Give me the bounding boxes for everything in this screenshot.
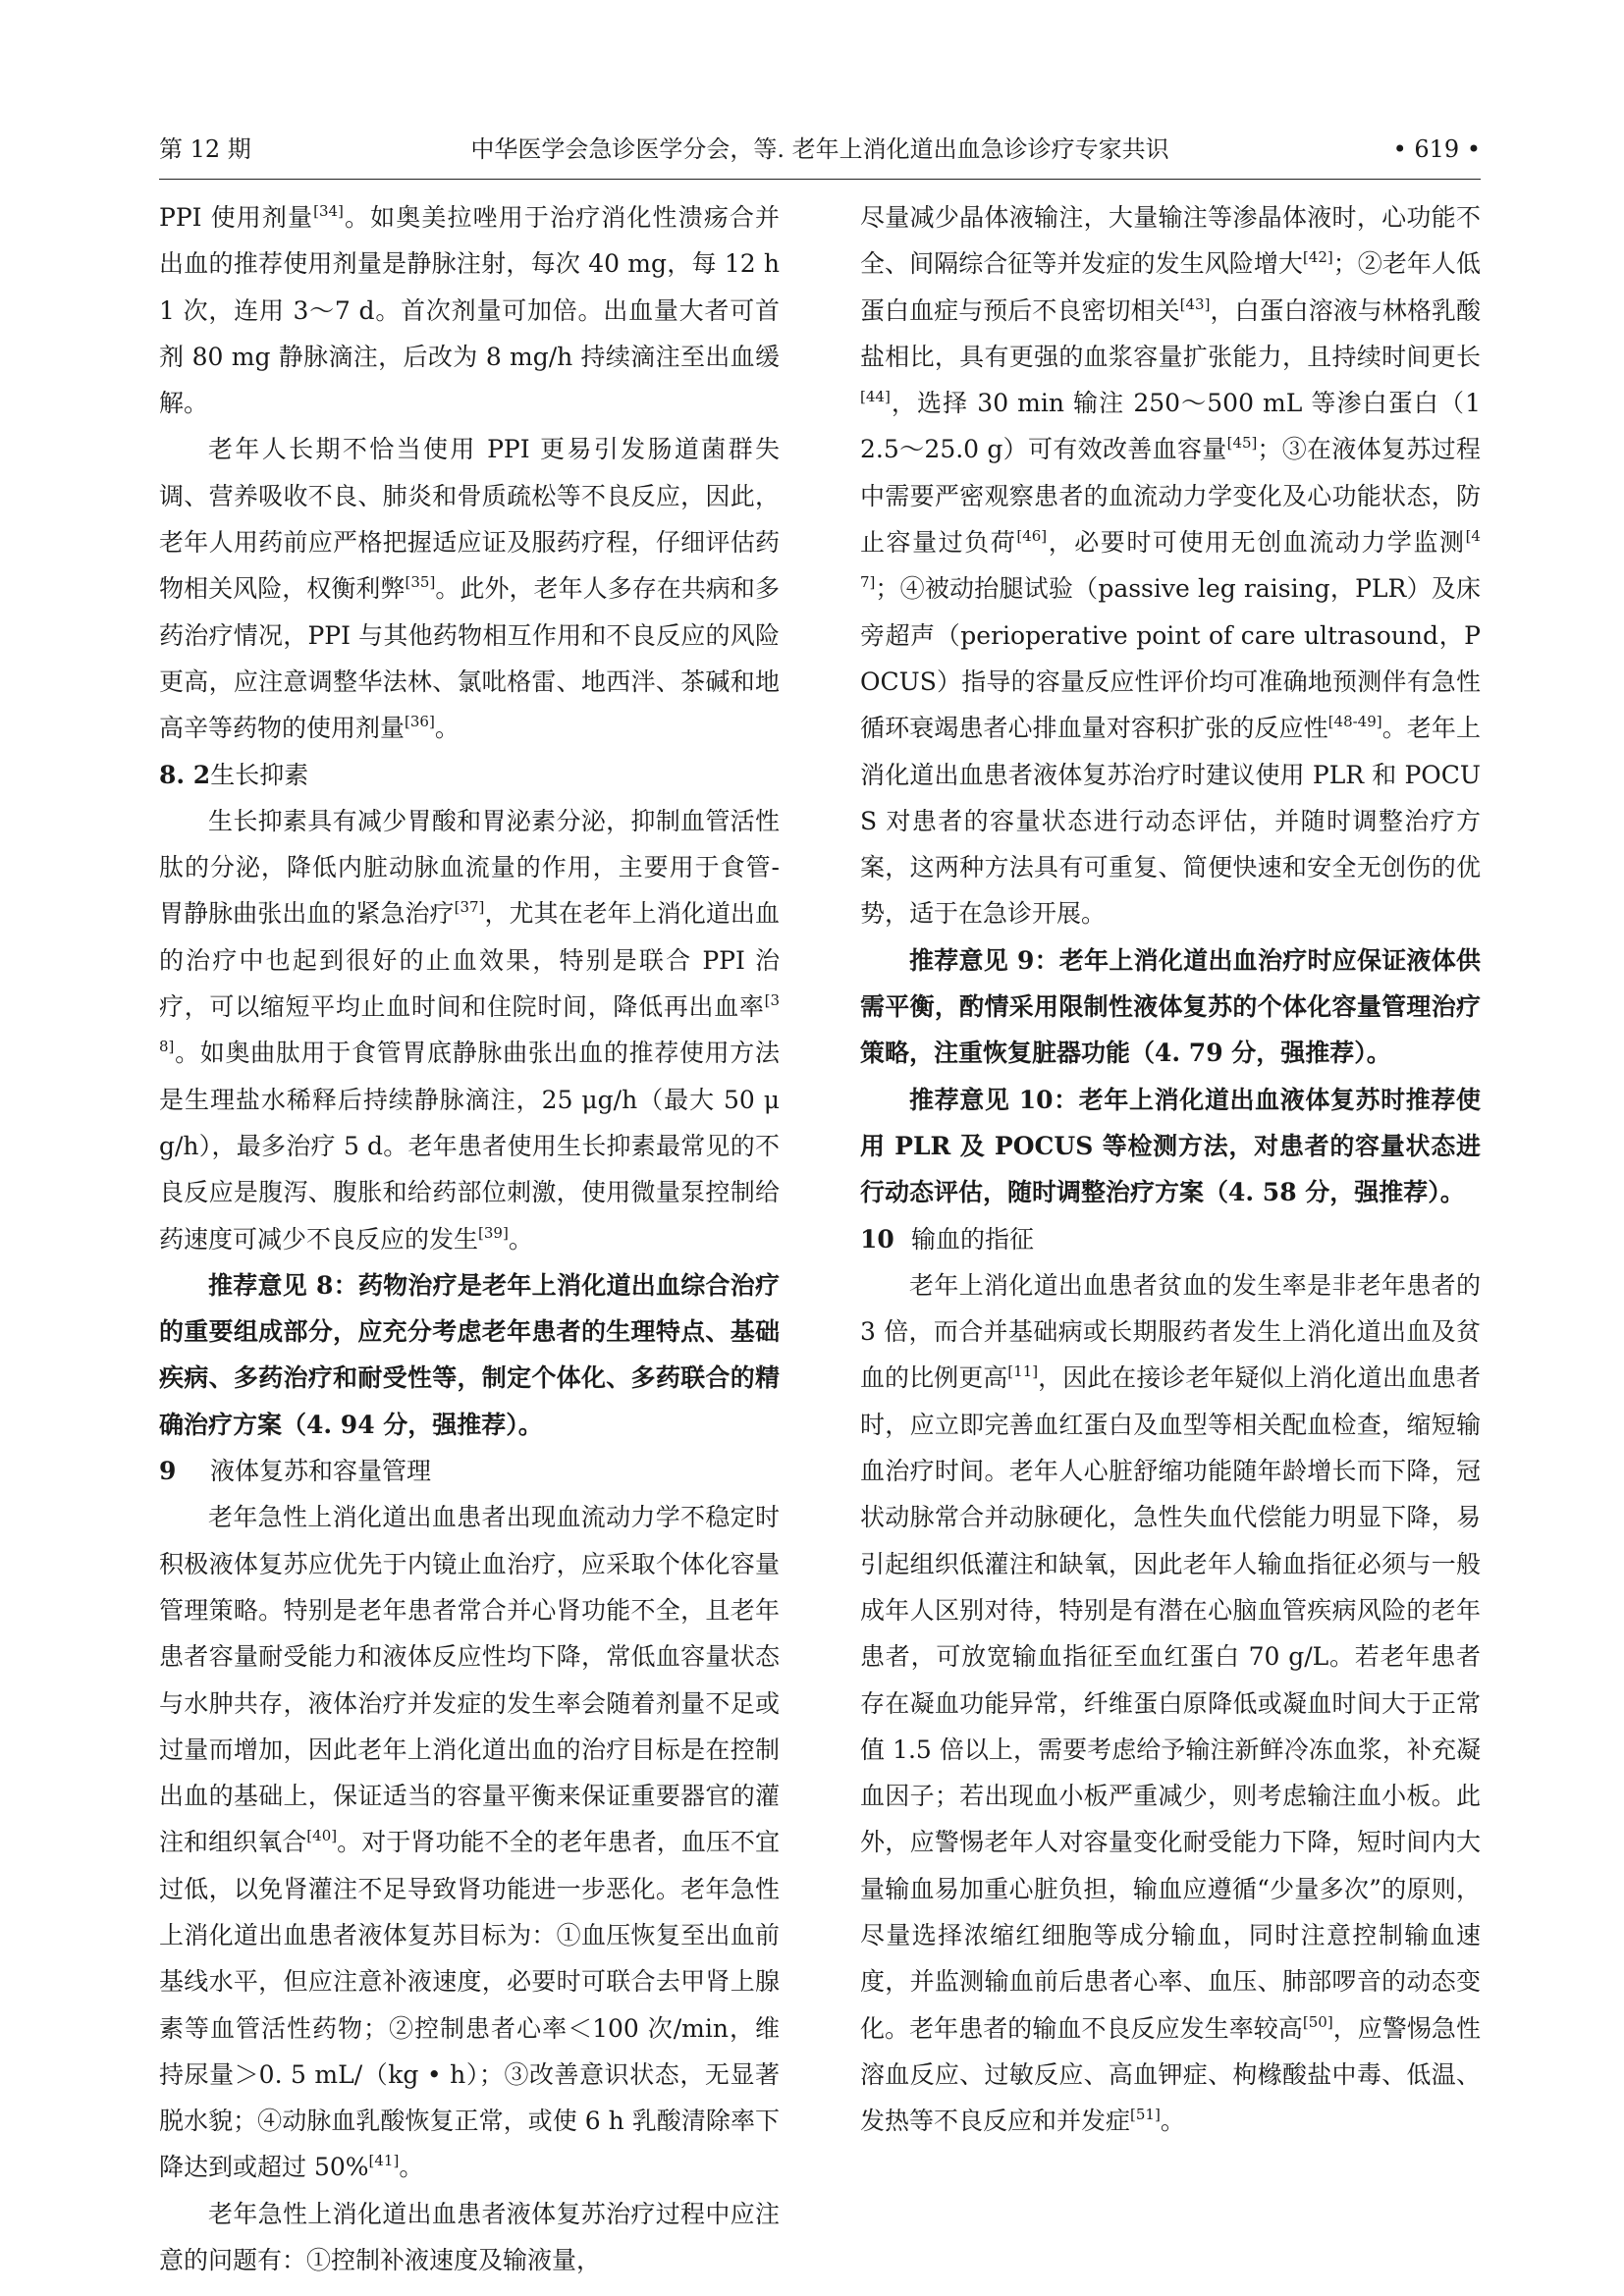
citation: [50] bbox=[1302, 2012, 1333, 2031]
header-rule bbox=[159, 179, 1481, 180]
section-heading-10: 10 输血的指征 bbox=[860, 1224, 1035, 1254]
citation: [37] bbox=[454, 898, 485, 917]
paragraph-fluid-precautions-cont: 尽量减少晶体液输注，大量输注等渗晶体液时，心功能不全、间隔综合征等并发症的发生风险增大[42]；②老年人低蛋白血症与预后不良密切相关[43]，白蛋白溶液与林格乳酸盐相比，具有更强的血浆容量扩张能力，且持续时间更长[44]，选择 30 min 输注 250～500 mL 等渗白蛋白（12.5～25.0 g）可有效改善血容量[45]；③在液体复苏过程中需要严密观察患者的血流动力学变化及心功能状态，防止容量过负荷[46]，必要时可使用无创血流动力学监测[47]；④被动抬腿试验（passive leg raising，PLR）及床旁超声（perioperative point of care ultrasound，POCUS）指导的容量反应性评价均可准确地预测伴有急性循环衰竭患者心排血量对容积扩张的反应性[48-49]。老年上消化道出血患者液体复苏治疗时建议使用 PLR 和 POCUS 对患者的容量状态进行动态评估，并随时调整治疗方案，这两种方法具有可重复、简便快速和安全无创伤的优势，适于在急诊开展。 bbox=[860, 203, 1481, 929]
citation: [35] bbox=[405, 573, 436, 592]
citation: [47] bbox=[860, 527, 1481, 592]
running-header bbox=[159, 130, 1481, 169]
paragraph-ppi-dosage: PPI 使用剂量[34]。如奥美拉唑用于治疗消化性溃疡合并出血的推荐使用剂量是静脉注射，每次 40 mg，每 12 h 1 次，连用 3～7 d。首次剂量可加倍。出血量大者可首剂 80 mg 静脉滴注，后改为 8 mg/h 持续滴注至出血缓解。 bbox=[159, 202, 780, 418]
paragraph-ppi-elderly: 老年人长期不恰当使用 PPI 更易引发肠道菌群失调、营养吸收不良、肺炎和骨质疏松等不良反应，因此，老年人用药前应严格把握适应证及服药疗程，仔细评估药物相关风险，权衡利弊[35]。此外，老年人多存在共病和多药治疗情况，PPI 与其他药物相互作用和不良反应的风险更高，应注意调整华法林、氯吡格雷、地西泮、茶碱和地高辛等药物的使用剂量[36]。 bbox=[159, 435, 780, 743]
section-heading-9: 9 液体复苏和容量管理 bbox=[159, 1457, 432, 1486]
left-column bbox=[159, 194, 780, 2283]
page-number: • 619 • bbox=[1392, 135, 1481, 163]
citation: [38] bbox=[159, 991, 780, 1056]
citation: [41] bbox=[368, 2152, 400, 2170]
citation: [36] bbox=[405, 713, 435, 731]
recommendation-8: 推荐意见 8：药物治疗是老年上消化道出血综合治疗的重要组成部分，应充分考虑老年患者的生理特点、基础疾病、多药治疗和耐受性等，制定个体化、多药联合的精确治疗方案（4. 94 分，强推荐）。 bbox=[159, 1270, 780, 1439]
citation: [42] bbox=[1302, 248, 1333, 267]
citation: [45] bbox=[1226, 434, 1258, 453]
paragraph-fluid-precautions: 老年急性上消化道出血患者液体复苏治疗过程中应注意的问题有：①控制补液速度及输液量， bbox=[159, 2199, 780, 2275]
recommendation-10: 推荐意见 10：老年上消化道出血液体复苏时推荐使用 PLR 及 POCUS 等检测方法，对患者的容量状态进行动态评估，随时调整治疗方案（4. 58 分，强推荐）。 bbox=[860, 1085, 1481, 1207]
citation: [51] bbox=[1130, 2106, 1161, 2124]
citation: [46] bbox=[1016, 527, 1048, 546]
paragraph-somatostatin: 生长抑素具有减少胃酸和胃泌素分泌，抑制血管活性肽的分泌，降低内脏动脉血流量的作用，主要用于食管-胃静脉曲张出血的紧急治疗[37]，尤其在老年上消化道出血的治疗中也起到很好的止血效果，特别是联合 PPI 治疗，可以缩短平均止血时间和住院时间，降低再出血率[38]。如奥曲肽用于食管胃底静脉曲张出血的推荐使用方法是生理盐水稀释后持续静脉滴注，25 μg/h（最大 50 μg/h），最多治疗 5 d。老年患者使用生长抑素最常见的不良反应是腹泻、腹胀和给药部位刺激，使用微量泵控制给药速度可减少不良反应的发生[39]。 bbox=[159, 806, 780, 1254]
section-heading-8-2: 8. 2生长抑素 bbox=[159, 760, 309, 789]
citation: [39] bbox=[478, 1223, 509, 1242]
citation: [11] bbox=[1007, 1362, 1039, 1381]
citation: [43] bbox=[1179, 294, 1211, 313]
right-column bbox=[860, 194, 1481, 2144]
paragraph-fluid-resuscitation: 老年急性上消化道出血患者出现血流动力学不稳定时积极液体复苏应优先于内镜止血治疗，应采取个体化容量管理策略。特别是老年患者常合并心肾功能不全，且老年患者容量耐受能力和液体反应性均下降，常低血容量状态与水肿共存，液体治疗并发症的发生率会随着剂量不足或过量而增加，因此老年上消化道出血的治疗目标是在控制出血的基础上，保证适当的容量平衡来保证重要器官的灌注和组织氧合[40]。对于肾功能不全的老年患者，血压不宜过低，以免肾灌注不足导致肾功能进一步恶化。老年急性上消化道出血患者液体复苏目标为：①血压恢复至出血前基线水平，但应注意补液速度，必要时可联合去甲肾上腺素等血管活性药物；②控制患者心率＜100 次/min，维持尿量＞0. 5 mL/（kg • h）；③改善意识状态，无显著脱水貌；④动脉血乳酸恢复正常，或使 6 h 乳酸清除率下降达到或超过 50%[41]。 bbox=[159, 1503, 780, 2182]
citation: [48-49] bbox=[1327, 713, 1382, 731]
issue-number: 第 12 期 bbox=[159, 135, 251, 163]
paragraph-transfusion: 老年上消化道出血患者贫血的发生率是非老年患者的 3 倍，而合并基础病或长期服药者发生上消化道出血及贫血的比例更高[11]，因此在接诊老年疑似上消化道出血患者时，应立即完善血红蛋白及血型等相关配血检查，缩短输血治疗时间。老年人心脏舒缩功能随年龄增长而下降，冠状动脉常合并动脉硬化，急性失血代偿能力明显下降，易引起组织低灌注和缺氧，因此老年人输血指征必须与一般成年人区别对待，特别是有潜在心脑血管疾病风险的老年患者，可放宽输血指征至血红蛋白 70 g/L。若老年患者存在凝血功能异常，纤维蛋白原降低或凝血时间大于正常值 1.5 倍以上，需要考虑给予输注新鲜冷冻血浆，补充凝血因子；若出现血小板严重减少，则考虑输注血小板。此外，应警惕老年人对容量变化耐受能力下降，短时间内大量输血易加重心脏负担，输血应遵循“少量多次”的原则，尽量选择浓缩红细胞等成分输血，同时注意控制输血速度，并监测输血前后患者心率、血压、肺部啰音的动态变化。老年患者的输血不良反应发生率较高[50]，应警惕急性溶血反应、过敏反应、高血钾症、枸橼酸盐中毒、低温、发热等不良反应和并发症[51]。 bbox=[860, 1270, 1481, 2136]
citation: [44] bbox=[860, 388, 891, 406]
running-title: 中华医学会急诊医学分会，等. 老年上消化道出血急诊诊疗专家共识 bbox=[470, 135, 1169, 163]
recommendation-9: 推荐意见 9：老年上消化道出血治疗时应保证液体供需平衡，酌情采用限制性液体复苏的个体化容量管理治疗策略，注重恢复脏器功能（4. 79 分，强推荐）。 bbox=[860, 945, 1481, 1068]
citation: [40] bbox=[306, 1827, 338, 1845]
citation: [34] bbox=[313, 202, 344, 220]
